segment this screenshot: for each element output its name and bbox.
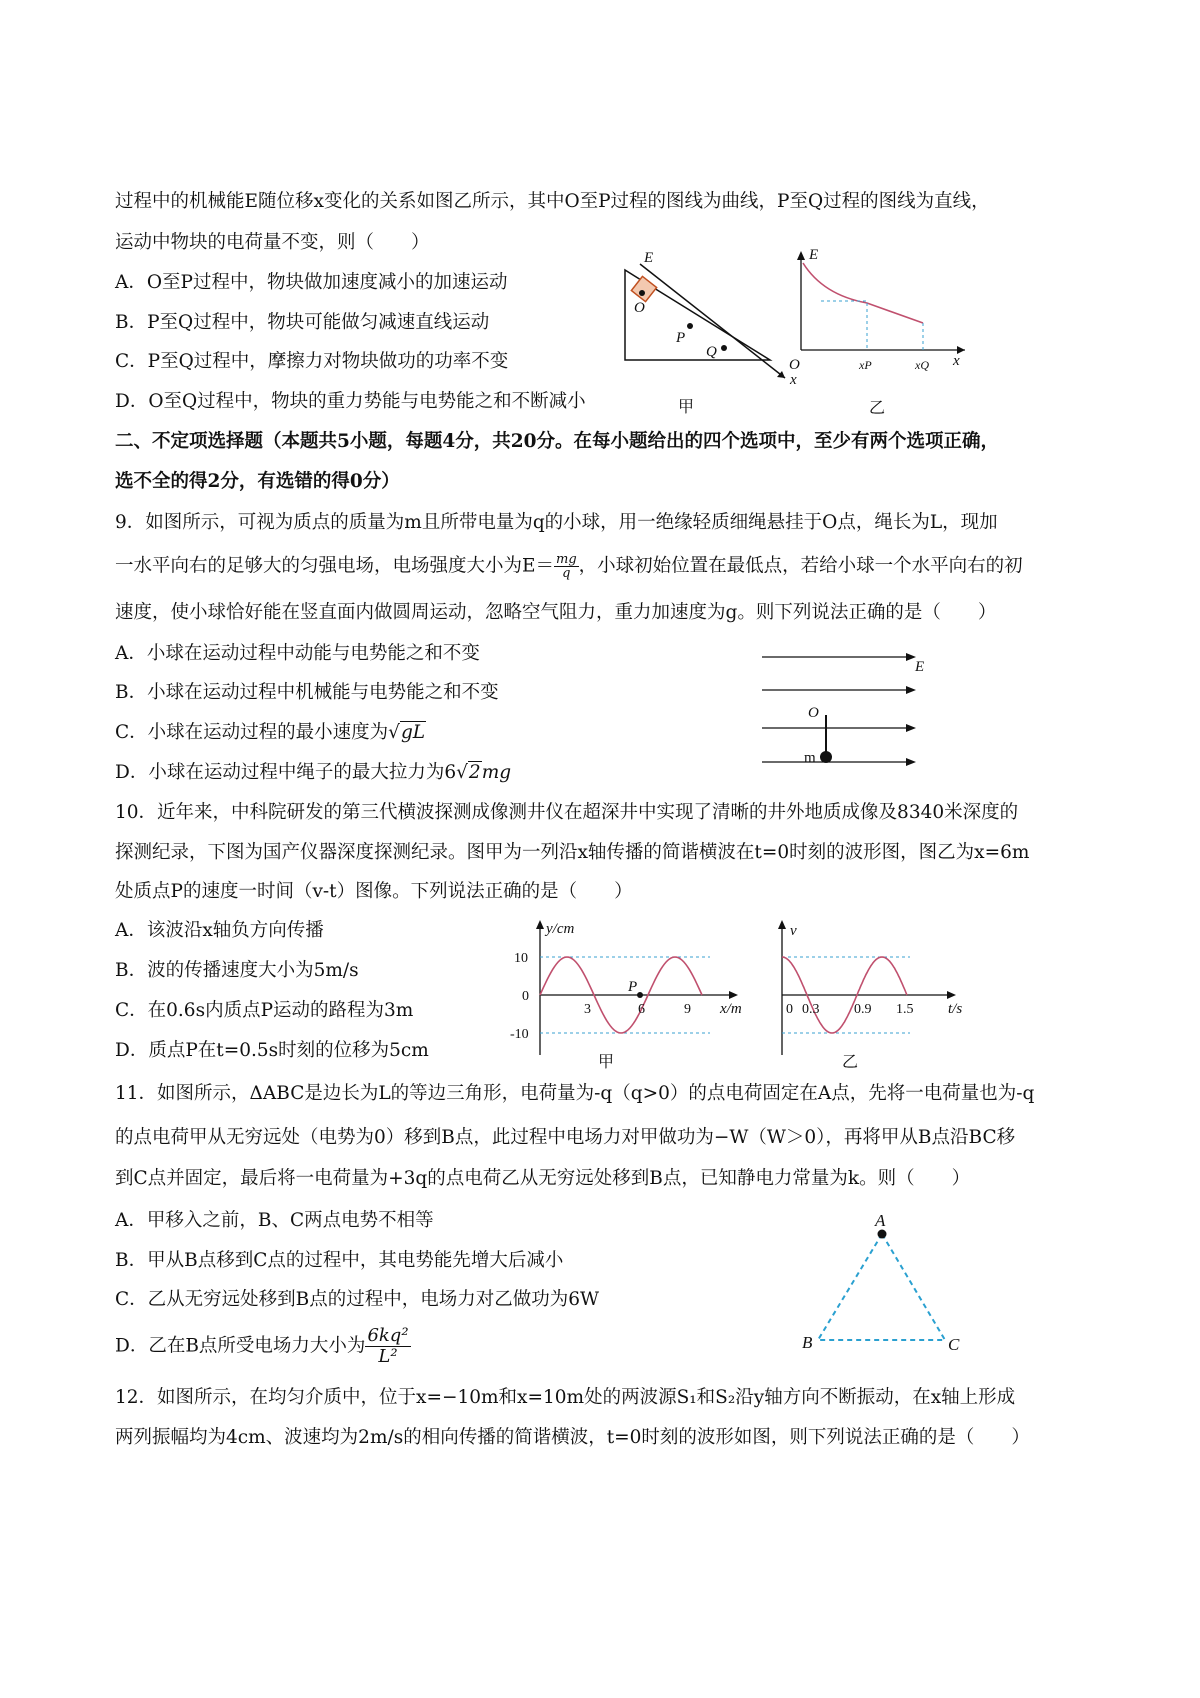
q9-fig-e-label: E [915, 659, 925, 675]
q10-option-a: A．该波沿x轴负方向传播 [115, 920, 324, 941]
q12-stem-line2: 两列振幅均为4cm、波速均为2m/s的相向传播的简谐横波，t=0时刻的波形如图，则下列说法正确的是（ ） [115, 1427, 1030, 1448]
q8-option-b: B．P至Q过程中，物块可能做匀减速直线运动 [115, 312, 490, 333]
q10-jia-tick-y-10: 10 [514, 951, 528, 966]
q10-stem-line1: 10．近年来，中科院研发的第三代横波探测成像测井仪在超深井中实现了清晰的井外地质成像及8340米深度的 [115, 802, 1019, 823]
q10-option-b: B．波的传播速度大小为5m/s [115, 960, 359, 981]
q11-option-d-fraction [365, 1326, 410, 1367]
q9-option-d-tail: mg [481, 762, 512, 783]
q11-frac-num: 6kq² [367, 1325, 409, 1346]
q9-option-c-text: C．小球在运动过程的最小速度为 [115, 722, 389, 743]
q11-option-b: B．甲从B点移到C点的过程中，其电势能先增大后减小 [115, 1250, 564, 1271]
q10-yi-tick-0: 0 [786, 1002, 793, 1017]
q11-option-a: A．甲移入之前，B、C两点电势不相等 [115, 1210, 434, 1231]
q9-option-c-sqrt: gL [400, 722, 426, 743]
q9-stem-line2b: ，小球初始位置在最低点，若给小球一个水平向右的初 [578, 555, 1023, 577]
q10-jia-tick-y-0: 0 [522, 989, 529, 1004]
q9-field-fraction [554, 553, 579, 580]
fig-yi-xq-label: xQ [915, 358, 929, 372]
section2-heading-line2: 选不全的得2分，有选错的得0分） [115, 471, 400, 492]
q10-yi-tick-03: 0.3 [802, 1002, 820, 1017]
q10-stem-line3: 处质点P的速度一时间（v-t）图像。下列说法正确的是（ ） [115, 881, 633, 902]
fig-jia-o-label: O [634, 300, 645, 316]
q10-jia-tick-y-neg10: -10 [510, 1027, 529, 1042]
q9-stem-line2a: 一水平向右的足够大的匀强电场，电场强度大小为E＝ [115, 555, 555, 577]
q10-yi-v-label: v [790, 923, 797, 939]
q8-figure-yi [785, 245, 975, 420]
q10-jia-tick-x-9: 9 [684, 1002, 691, 1017]
q10-yi-caption: 乙 [842, 1054, 859, 1071]
q8-stem-line1: 过程中的机械能E随位移x变化的关系如图乙所示，其中O至P过程的图线为曲线，P至Q过程的图线为直线， [115, 191, 990, 212]
q9-frac-den: q [562, 566, 571, 581]
q9-fig-m-label: m [804, 750, 816, 766]
fig-yi-xp-label: xP [859, 358, 872, 372]
q9-option-c [115, 720, 426, 746]
q9-option-d-text: D．小球在运动过程中绳子的最大拉力为6 [115, 762, 457, 783]
q10-figure-jia [510, 915, 760, 1070]
q10-yi-t-label: t/s [948, 1001, 963, 1017]
q9-stem-line1: 9．如图所示，可视为质点的质量为m且所带电量为q的小球，用一绝缘轻质细绳悬挂于O点，绳长为L，现加 [115, 512, 998, 533]
q9-option-b: B．小球在运动过程中机械能与电势能之和不变 [115, 682, 499, 703]
q9-option-c-radical: √ [388, 722, 400, 743]
q10-figure-yi [770, 915, 980, 1070]
fig-jia-x-label: x [790, 372, 797, 388]
q10-jia-y-label: y/cm [546, 921, 575, 937]
q9-stem-line3: 速度，使小球恰好能在竖直面内做圆周运动，忽略空气阻力，重力加速度为g。则下列说法正确的是（ ） [115, 602, 997, 623]
q10-jia-tick-x-3: 3 [584, 1002, 591, 1017]
q12-stem-line1: 12．如图所示，在均匀介质中，位于x=−10m和x=10m处的两波源S₁和S₂沿y轴方向不断振动，在x轴上形成 [115, 1387, 1016, 1408]
q8-figure-jia [620, 250, 800, 420]
q10-yi-tick-15: 1.5 [896, 1002, 914, 1017]
q10-option-c: C．在0.6s内质点P运动的路程为3m [115, 1000, 414, 1021]
q9-option-a: A．小球在运动过程中动能与电势能之和不变 [115, 643, 480, 664]
q11-stem-line2: 的点电荷甲从无穷远处（电势为0）移到B点，此过程中电场力对甲做功为−W（W＞0），再将甲从B点沿BC移 [115, 1127, 1016, 1148]
q8-option-d: D．O至Q过程中，物块的重力势能与电势能之和不断减小 [115, 391, 586, 412]
fig-yi-e-label: E [809, 247, 819, 263]
q10-jia-caption: 甲 [598, 1054, 615, 1071]
q10-jia-p-label: P [628, 979, 638, 995]
q9-fig-o-label: O [808, 705, 819, 721]
q10-yi-tick-09: 0.9 [854, 1002, 872, 1017]
q10-option-d: D．质点P在t=0.5s时刻的位移为5cm [115, 1040, 429, 1061]
q8-option-a: A．O至P过程中，物块做加速度减小的加速运动 [115, 272, 508, 293]
fig-jia-p-label: P [676, 330, 686, 346]
section2-heading-line1: 二、不定项选择题（本题共5小题，每题4分，共20分。在每小题给出的四个选项中，至少有两个选项正确， [115, 431, 999, 452]
fig-yi-x-label: x [953, 353, 960, 369]
q10-jia-x-label: x/m [720, 1001, 742, 1017]
q11-option-c: C．乙从无穷远处移到B点的过程中，电场力对乙做功为6W [115, 1289, 600, 1310]
fig-jia-caption: 甲 [678, 399, 695, 416]
fig-jia-q-label: Q [706, 344, 717, 360]
q9-stem-line2 [115, 553, 1023, 580]
fig-yi-o-label: O [789, 357, 800, 373]
q11-figure [800, 1210, 980, 1360]
q9-option-d [115, 760, 511, 786]
q9-frac-num: mg [556, 552, 577, 567]
q11-fig-b-label: B [802, 1333, 813, 1352]
q10-jia-tick-x-6: 6 [638, 1002, 645, 1017]
q11-frac-den: L² [378, 1346, 398, 1367]
q11-option-d [115, 1326, 411, 1367]
q9-option-d-radical: √ [456, 762, 468, 783]
fig-yi-caption: 乙 [869, 400, 886, 417]
q10-stem-line2: 探测纪录，下图为国产仪器深度探测纪录。图甲为一列沿x轴传播的简谐横波在t=0时刻的波形图，图乙为x=6m [115, 842, 1030, 863]
q11-stem-line1: 11．如图所示，ΔABC是边长为L的等边三角形，电荷量为-q（q>0）的点电荷固定在A点，先将一电荷量也为-q [115, 1083, 1035, 1104]
q11-fig-a-label: A [875, 1211, 886, 1230]
q11-stem-line3: 到C点并固定，最后将一电荷量为+3q的点电荷乙从无穷远处移到B点，已知静电力常量为k。则（ ） [115, 1168, 971, 1189]
fig-jia-e-label: E [644, 250, 654, 266]
q9-figure [760, 645, 990, 775]
q9-option-d-sqrt: 2 [468, 762, 481, 783]
q11-fig-c-label: C [948, 1335, 960, 1354]
q8-stem-line2: 运动中物块的电荷量不变，则（ ） [115, 232, 430, 253]
q8-option-c: C．P至Q过程中，摩擦力对物块做功的功率不变 [115, 351, 509, 372]
q11-option-d-text: D．乙在B点所受电场力大小为 [115, 1335, 366, 1357]
